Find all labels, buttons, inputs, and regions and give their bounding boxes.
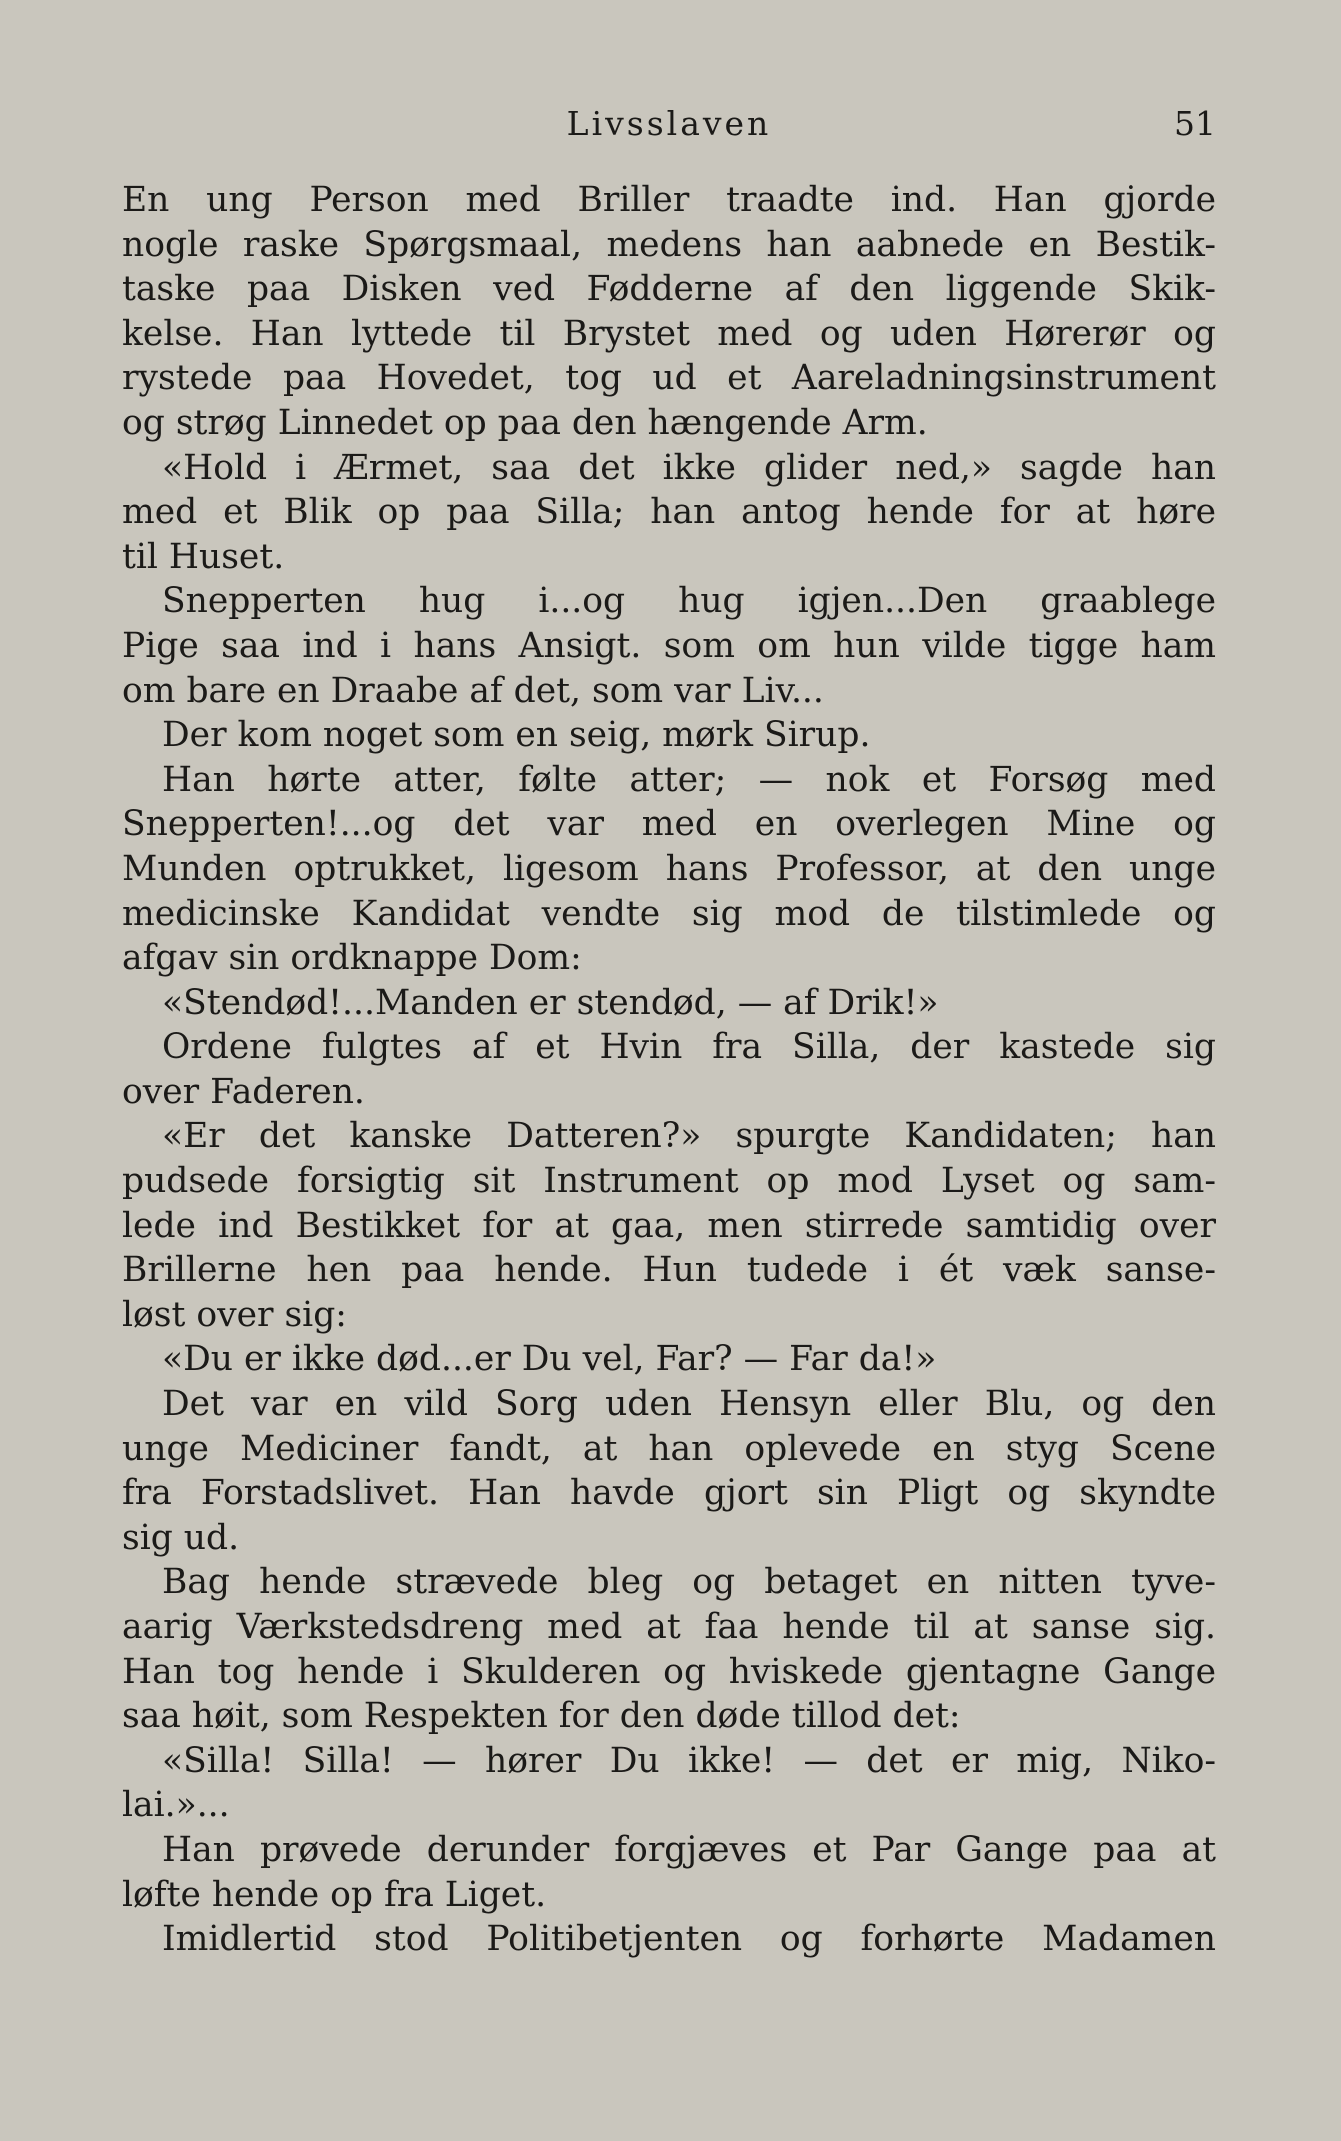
text-line: Imidlertid stod Politibetjenten og forhørte Madamen: [162, 1919, 1216, 1960]
text-line: lai.»...: [122, 1785, 230, 1826]
text-line: «Hold i Ærmet, saa det ikke glider ned,» sagde han: [162, 447, 1216, 488]
text-line: aarig Værkstedsdreng med at faa hende til at sanse sig.: [122, 1607, 1216, 1647]
text-line: Der kom noget som en seig, mørk Sirup.: [162, 715, 871, 756]
page-header: [122, 102, 1216, 146]
text-line: Pige saa ind i hans Ansigt. som om hun vilde tigge ham: [122, 625, 1216, 666]
text-line: og strøg Linnedet op paa den hængende Arm.: [122, 402, 928, 443]
text-line: pudsede forsigtig sit Instrument op mod Lyset og sam-: [122, 1161, 1216, 1202]
text-line: medicinske Kandidat vendte sig mod de tilstimlede og: [122, 893, 1216, 934]
text-line: taske paa Disken ved Fødderne af den liggende Skik-: [122, 269, 1216, 310]
text-line: unge Mediciner fandt, at han oplevede en styg Scene: [122, 1428, 1216, 1469]
text-line: om bare en Draabe af det, som var Liv...: [122, 670, 824, 711]
text-line: til Huset.: [122, 536, 285, 577]
text-line: «Du er ikke død...er Du vel, Far? — Far da!»: [162, 1339, 937, 1380]
text-line: Snepperten!...og det var med en overlegen Mine og: [122, 804, 1216, 845]
text-line: Brillerne hen paa hende. Hun tudede i ét væk sanse-: [122, 1250, 1216, 1291]
text-line: over Faderen.: [122, 1071, 365, 1112]
text-line: lede ind Bestikket for at gaa, men stirrede samtidig over: [122, 1205, 1216, 1246]
text-line: rystede paa Hovedet, tog ud et Aareladningsinstrument: [122, 358, 1216, 399]
text-line: Det var en vild Sorg uden Hensyn eller Blu, og den: [162, 1384, 1216, 1425]
text-line: «Silla! Silla! — hører Du ikke! — det er mig, Niko-: [162, 1740, 1216, 1781]
text-line: løfte hende op fra Liget.: [122, 1874, 547, 1915]
page-number: 51: [1174, 104, 1216, 143]
text-line: En ung Person med Briller traadte ind. Han gjorde: [122, 180, 1216, 220]
running-title: Livsslaven: [566, 104, 772, 143]
text-line: Han tog hende i Skulderen og hviskede gjentagne Gange: [122, 1651, 1216, 1692]
text-line: løst over sig:: [122, 1294, 347, 1335]
body-text: [122, 178, 1216, 1962]
text-line: sig ud.: [122, 1517, 240, 1558]
text-line: Han prøvede derunder forgjæves et Par Gange paa at: [162, 1829, 1216, 1870]
text-line: Munden optrukket, ligesom hans Professor, at den unge: [122, 848, 1216, 889]
text-line: «Er det kanske Datteren?» spurgte Kandidaten; han: [162, 1116, 1216, 1157]
text-line: saa høit, som Respekten for den døde tillod det:: [122, 1696, 961, 1737]
text-line: «Stendød!...Manden er stendød, — af Drik!»: [162, 982, 939, 1023]
text-line: afgav sin ordknappe Dom:: [122, 938, 582, 979]
text-line: med et Blik op paa Silla; han antog hende for at høre: [122, 492, 1216, 533]
text-line: kelse. Han lyttede til Brystet med og uden Hørerør og: [122, 313, 1216, 354]
text-line: Bag hende strævede bleg og betaget en nitten tyve-: [162, 1562, 1216, 1603]
text-line: fra Forstadslivet. Han havde gjort sin Pligt og skyndte: [122, 1473, 1216, 1514]
text-line: Snepperten hug i...og hug igjen...Den graablege: [162, 581, 1216, 622]
text-line: Han hørte atter, følte atter; — nok et Forsøg med: [162, 759, 1216, 800]
text-line: nogle raske Spørgsmaal, medens han aabnede en Bestik-: [122, 224, 1216, 265]
text-line: Ordene fulgtes af et Hvin fra Silla, der kastede sig: [162, 1027, 1216, 1068]
